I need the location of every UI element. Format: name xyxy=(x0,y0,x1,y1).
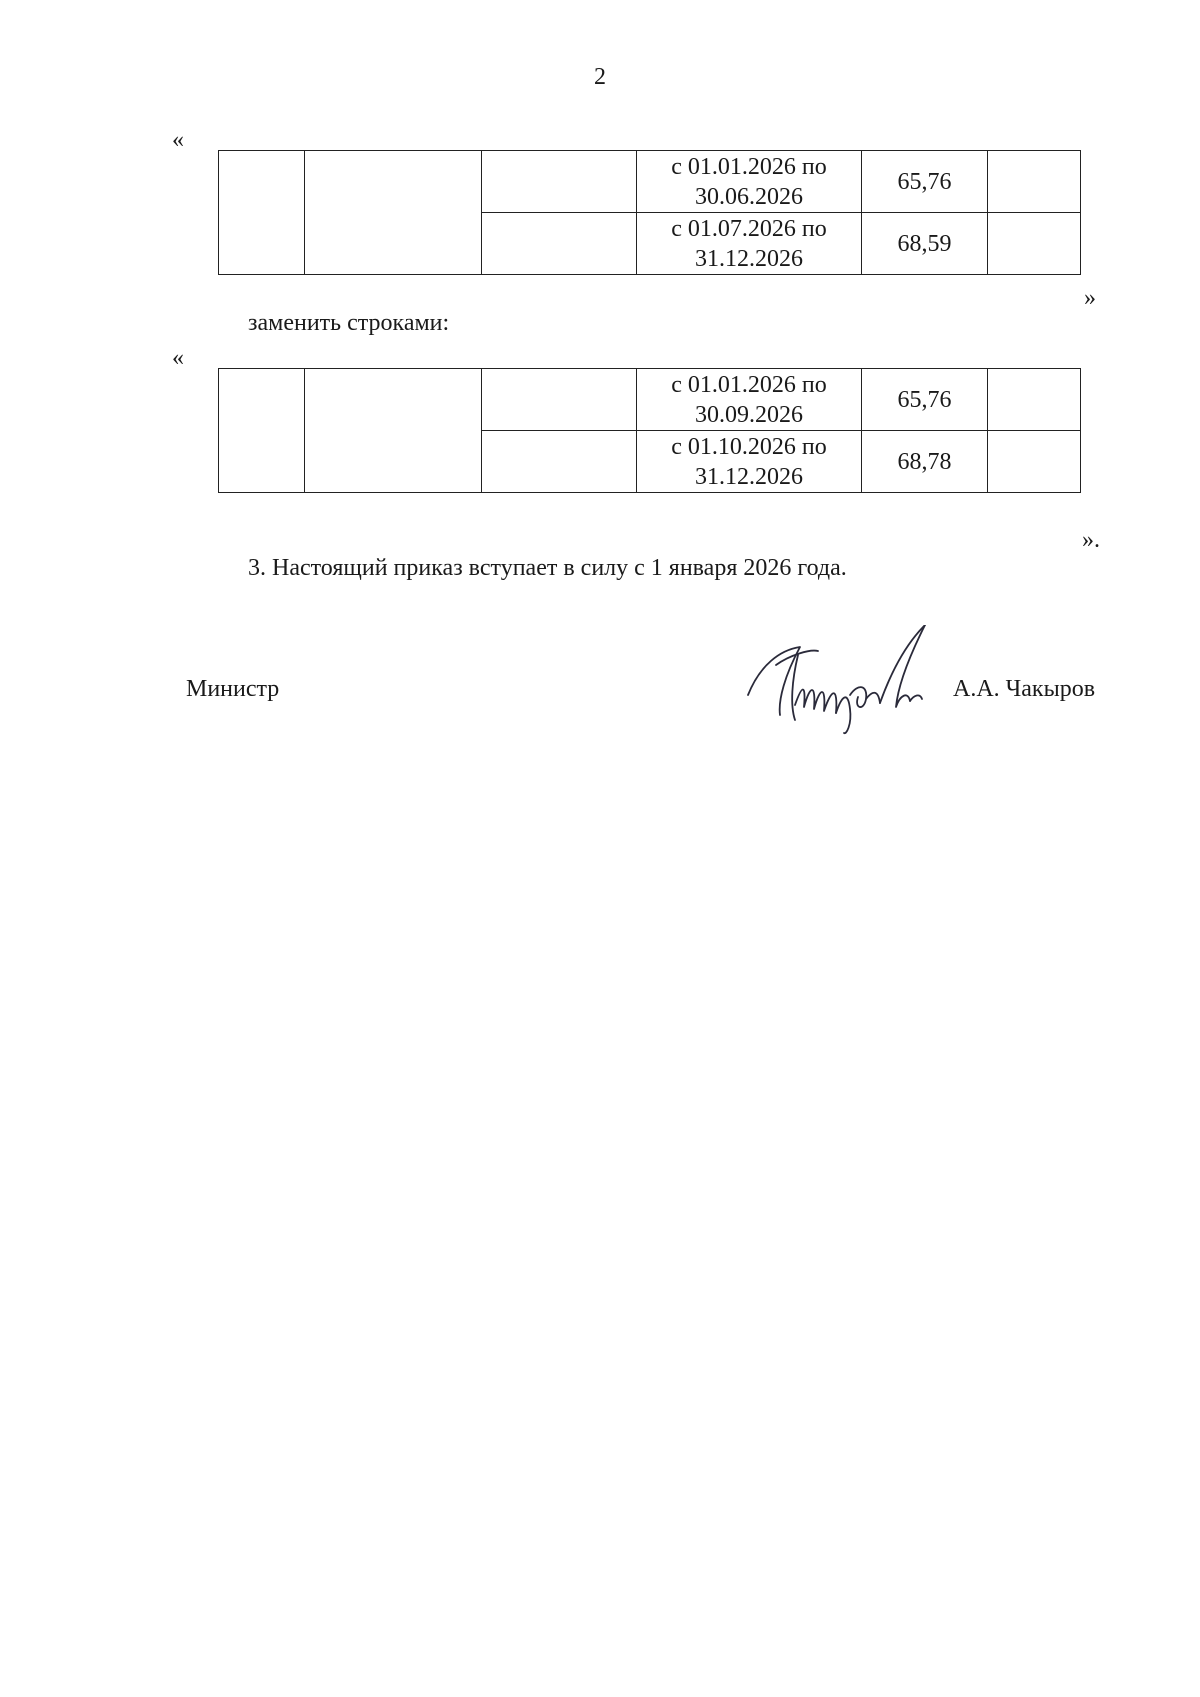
table-cell-value: 65,76 xyxy=(862,151,988,213)
table-cell-empty xyxy=(305,369,482,493)
new-rows-table xyxy=(218,368,1081,493)
page-number: 2 xyxy=(594,64,606,90)
table-cell-empty xyxy=(482,431,637,493)
table-cell-empty xyxy=(988,369,1081,431)
table-cell-empty xyxy=(482,369,637,431)
table-cell-period: с 01.07.2026 по 31.12.2026 xyxy=(637,213,862,275)
clause-3: 3. Настоящий приказ вступает в силу с 1 января 2026 года. xyxy=(248,555,847,581)
replace-label: заменить строками: xyxy=(248,310,450,336)
old-rows-open-quote: « xyxy=(172,127,184,153)
signatory-name: А.А. Чакыров xyxy=(953,676,1096,702)
table-cell-empty xyxy=(988,213,1081,275)
table-cell-empty xyxy=(305,151,482,275)
new-rows-close-quote: ». xyxy=(1082,527,1100,553)
table-cell-value: 65,76 xyxy=(862,369,988,431)
new-rows-open-quote: « xyxy=(172,345,184,371)
table-cell-period: с 01.01.2026 по 30.06.2026 xyxy=(637,151,862,213)
table-cell-empty xyxy=(988,151,1081,213)
table-cell-empty xyxy=(988,431,1081,493)
table-cell-value: 68,78 xyxy=(862,431,988,493)
table-cell-empty xyxy=(482,151,637,213)
handwritten-signature xyxy=(740,625,950,735)
table-row xyxy=(219,369,1081,431)
table-cell-period: с 01.10.2026 по 31.12.2026 xyxy=(637,431,862,493)
old-rows-close-quote: » xyxy=(1084,285,1096,311)
table-cell-value: 68,59 xyxy=(862,213,988,275)
table-cell-empty xyxy=(219,369,305,493)
table-cell-empty xyxy=(482,213,637,275)
signatory-position: Министр xyxy=(186,676,280,702)
table-row xyxy=(219,151,1081,213)
table-cell-period: с 01.01.2026 по 30.09.2026 xyxy=(637,369,862,431)
old-rows-table xyxy=(218,150,1081,275)
table-cell-empty xyxy=(219,151,305,275)
